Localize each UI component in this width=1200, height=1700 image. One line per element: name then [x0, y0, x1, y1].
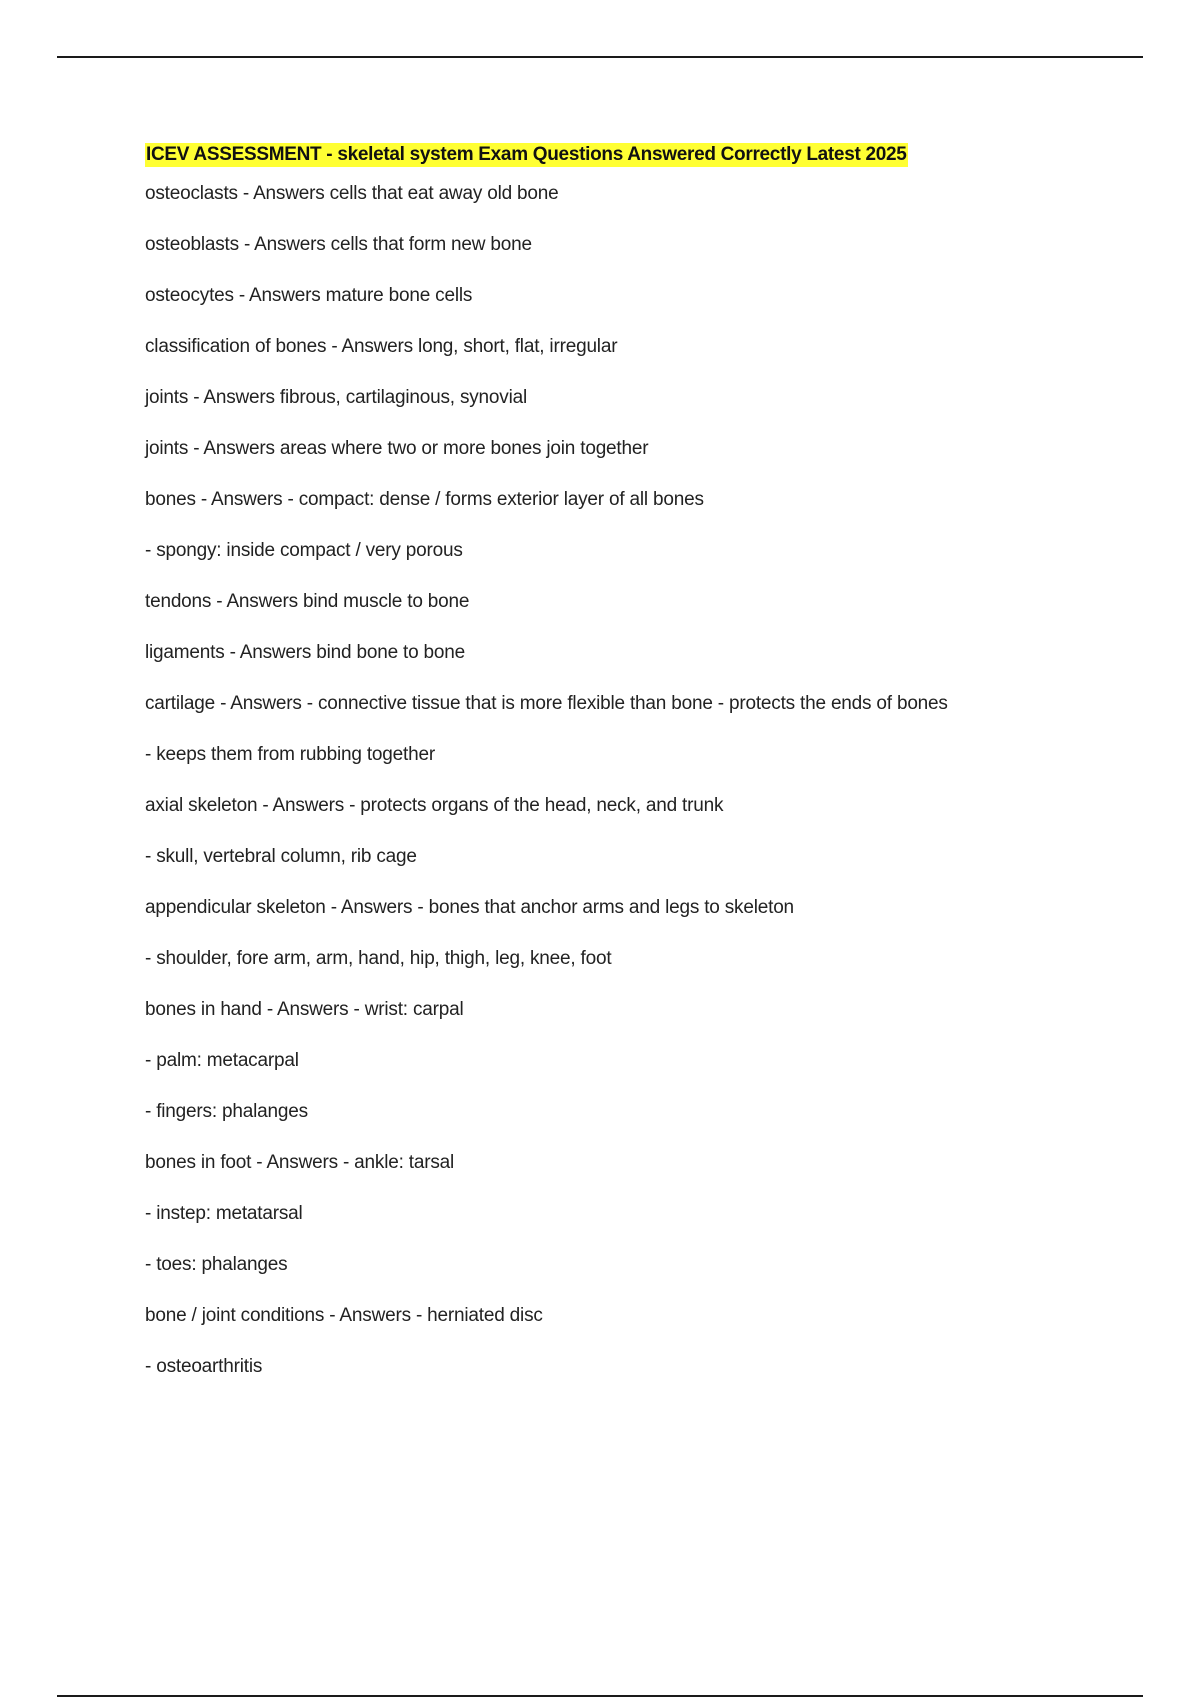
- qa-list: [145, 182, 1105, 1379]
- qa-line: ligaments - Answers bind bone to bone: [145, 642, 466, 663]
- qa-line: - instep: metatarsal: [145, 1203, 303, 1224]
- qa-line: - keeps them from rubbing together: [145, 744, 435, 765]
- qa-line: cartilage - Answers - connective tissue that is more flexible than bone - protects the ends of bones: [145, 693, 948, 714]
- qa-line: joints - Answers fibrous, cartilaginous, synovial: [145, 387, 527, 408]
- qa-line: - skull, vertebral column, rib cage: [145, 846, 417, 867]
- qa-line: - palm: metacarpal: [145, 1050, 299, 1071]
- qa-line: - spongy: inside compact / very porous: [145, 540, 463, 561]
- qa-line: bones in hand - Answers - wrist: carpal: [145, 999, 464, 1020]
- qa-line: - fingers: phalanges: [145, 1101, 308, 1122]
- document-body: [145, 143, 1105, 1406]
- qa-line: bone / joint conditions - Answers - herniated disc: [145, 1305, 543, 1326]
- qa-line: osteocytes - Answers mature bone cells: [145, 285, 473, 306]
- document-title: ICEV ASSESSMENT - skeletal system Exam Questions Answered Correctly Latest 2025: [146, 144, 907, 165]
- qa-line: - shoulder, fore arm, arm, hand, hip, thigh, leg, knee, foot: [145, 948, 612, 969]
- bottom-divider: [57, 1695, 1143, 1697]
- qa-line: - toes: phalanges: [145, 1254, 288, 1275]
- qa-line: osteoblasts - Answers cells that form new bone: [145, 234, 532, 255]
- top-divider: [57, 56, 1143, 58]
- qa-line: axial skeleton - Answers - protects organs of the head, neck, and trunk: [145, 795, 724, 816]
- qa-line: - osteoarthritis: [145, 1356, 263, 1377]
- qa-line: appendicular skeleton - Answers - bones that anchor arms and legs to skeleton: [145, 897, 794, 918]
- qa-line: bones in foot - Answers - ankle: tarsal: [145, 1152, 455, 1173]
- qa-line: classification of bones - Answers long, short, flat, irregular: [145, 336, 618, 357]
- qa-line: joints - Answers areas where two or more bones join together: [145, 438, 649, 459]
- qa-line: tendons - Answers bind muscle to bone: [145, 591, 470, 612]
- qa-line: osteoclasts - Answers cells that eat away old bone: [145, 183, 559, 204]
- qa-line: bones - Answers - compact: dense / forms exterior layer of all bones: [145, 489, 704, 510]
